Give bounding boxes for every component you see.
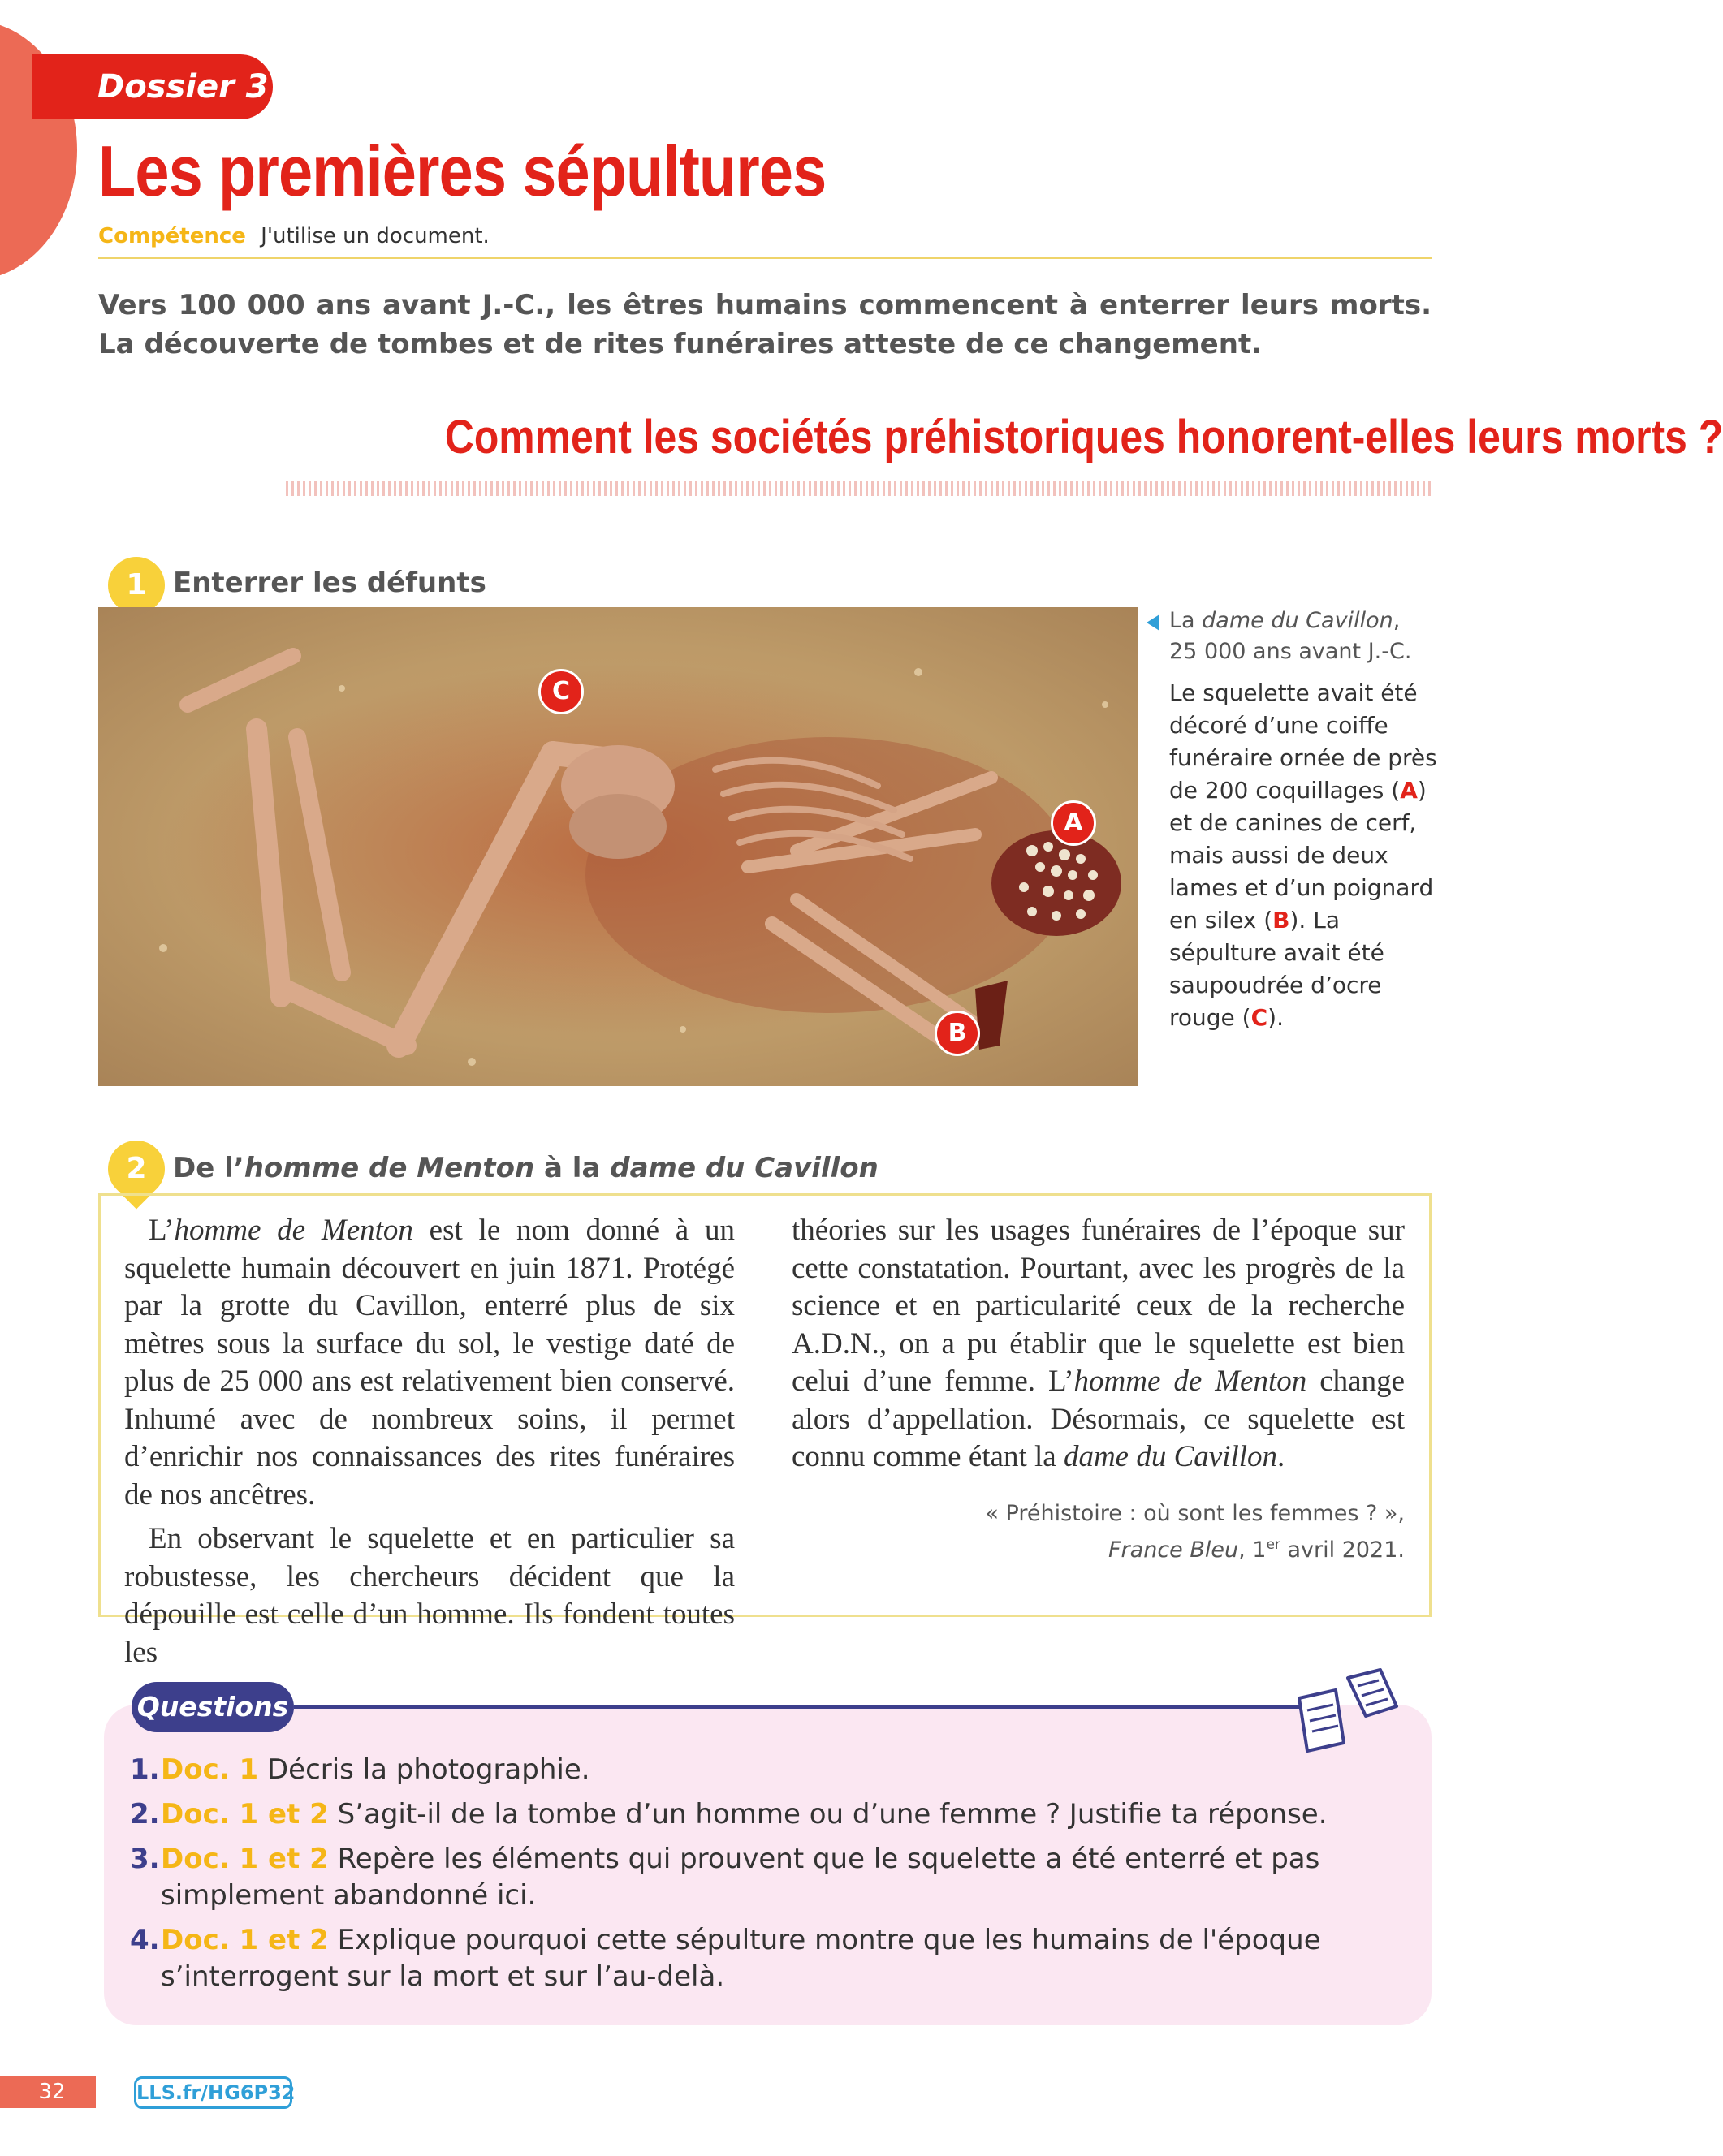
questions-label: Questions [132,1682,294,1732]
competence-label: Compétence [98,224,246,248]
caption-ref-b: B [1272,907,1290,934]
source-date-rest: avril 2021. [1280,1537,1405,1563]
question-text: S’agit-il de la tombe d’un homme ou d’une femme ? Justifie ta réponse. [328,1798,1328,1830]
caption-ref-c: C [1250,1004,1268,1031]
photo-caption [1169,606,1437,1034]
question-number: 3. [130,1843,160,1875]
source-sup: er [1266,1537,1280,1553]
doc-2-badge: 2 [97,1129,177,1210]
resource-link[interactable]: LLS.fr/HG6P32 [134,2076,292,2109]
text-span: dame du Cavillon [1063,1440,1278,1473]
caption-head-prefix: La [1169,608,1203,633]
caption-date: 25 000 ans avant J.-C. [1169,639,1412,664]
text-span: . [1277,1440,1285,1473]
text-span: L’ [149,1214,175,1247]
question-ref: Doc. 1 et 2 [161,1843,329,1875]
question-item [130,1922,1397,1995]
skeleton-photo [98,607,1138,1086]
competence-line [98,224,490,248]
title-divider [98,257,1432,259]
papers-icon [1291,1666,1405,1755]
caption-heading [1169,606,1437,667]
marker-c: C [538,669,584,714]
doc-1-badge: 1 [97,545,177,626]
text-span: est le nom donné à un squelette humain découvert en juin 1871. Protégé par la grotte du Cavillon, enterré plus de six mètres sous la surface du sol, le vestige daté de plus de 25 000 ans est relativement bien conservé. Inhumé avec de nombreux soins, il permet d’enrichir nos connaissances des rites funéraires de nos ancêtres. [124,1214,735,1511]
caption-body [1169,677,1437,1034]
page-number [0,2076,96,2108]
caption-body-3: ). La sépulture avait été saupoudrée d’ocre rouge ( [1169,907,1384,1031]
source-line-1: « Préhistoire : où sont les femmes ? », [985,1501,1405,1526]
hatch-divider [286,481,1432,496]
doc-2-paragraph-1 [124,1212,735,1514]
doc-2-paragraph-3 [792,1212,1405,1477]
dossier-tag: Dossier 3 [32,54,273,119]
doc-2-title-part: De l’ [173,1152,244,1184]
marker-b: B [935,1011,980,1056]
question-item [130,1796,1397,1833]
caption-pointer-icon [1147,614,1159,631]
question-number: 4. [130,1924,160,1956]
main-question: Comment les sociétés préhistoriques honorent-elles leurs morts ? [444,411,1723,464]
question-number: 1. [130,1753,160,1786]
source-date: , 1 [1238,1537,1267,1563]
caption-body-4: ). [1267,1004,1284,1031]
doc-2-column-2 [792,1212,1405,1477]
caption-body-1: Le squelette avait été décoré d’une coiffe funéraire ornée de près de 200 coquillages ( [1169,679,1437,804]
questions-rule [294,1705,1305,1709]
question-item [130,1752,1397,1788]
text-span: homme de Menton [174,1214,413,1247]
question-ref: Doc. 1 et 2 [161,1924,329,1956]
doc-2-source [792,1498,1405,1566]
text-span: homme de Menton [1073,1365,1307,1398]
page-title: Les premières sépultures [98,131,827,211]
doc-2-paragraph-2: En observant le squelette et en particulier sa robustesse, les chercheurs décident que la dépouille est celle d’un homme. Ils fondent toutes les [124,1522,735,1669]
question-item [130,1841,1397,1914]
caption-head-name: dame du Cavillon [1202,608,1393,633]
caption-body-2: ) et de canines de cerf, mais aussi de deux lames et d’un poignard en silex ( [1169,777,1434,934]
doc-1-title: Enterrer les défunts [173,567,486,599]
page-number-text: 32 [38,2080,66,2104]
question-text: Explique pourquoi cette sépulture montre que les humains de l'époque s’interrogent sur la mort et sur l’au-delà. [161,1924,1321,1993]
caption-head-suffix: , [1393,608,1401,633]
text-span: change alors d’appellation. Désormais, ce squelette est connu comme étant la [792,1365,1405,1473]
skeleton-photo-illustration [98,607,1138,1086]
question-text: Décris la photographie. [258,1753,590,1786]
intro-text: Vers 100 000 ans avant J.-C., les êtres humains commencent à enterrer leurs morts. La découverte de tombes et de rites funéraires atteste de ce changement. [98,289,1432,360]
doc-2-title [173,1152,879,1184]
doc-2-title-part: homme de Menton [244,1152,535,1184]
question-ref: Doc. 1 [161,1753,259,1786]
question-text: Repère les éléments qui prouvent que le squelette a été enterré et pas simplement abandonné ici. [161,1843,1320,1912]
marker-a: A [1051,800,1096,846]
caption-ref-a: A [1400,777,1418,804]
questions-list [130,1752,1397,2003]
doc-2-title-part: dame du Cavillon [610,1152,879,1184]
doc-2-column-1 [124,1212,735,1671]
competence-text: J'utilise un document. [261,224,490,248]
question-number: 2. [130,1798,160,1830]
source-publication: France Bleu [1108,1537,1239,1563]
text-span: théories sur les usages funéraires de l’époque sur cette constatation. Pourtant, avec les progrès de la science et en particularité ceux de la recherche A.D.N., on a pu établir que le squelette est bien celui d’une femme. L’ [792,1214,1405,1398]
doc-2-title-part: à la [534,1152,611,1184]
question-ref: Doc. 1 et 2 [161,1798,329,1830]
